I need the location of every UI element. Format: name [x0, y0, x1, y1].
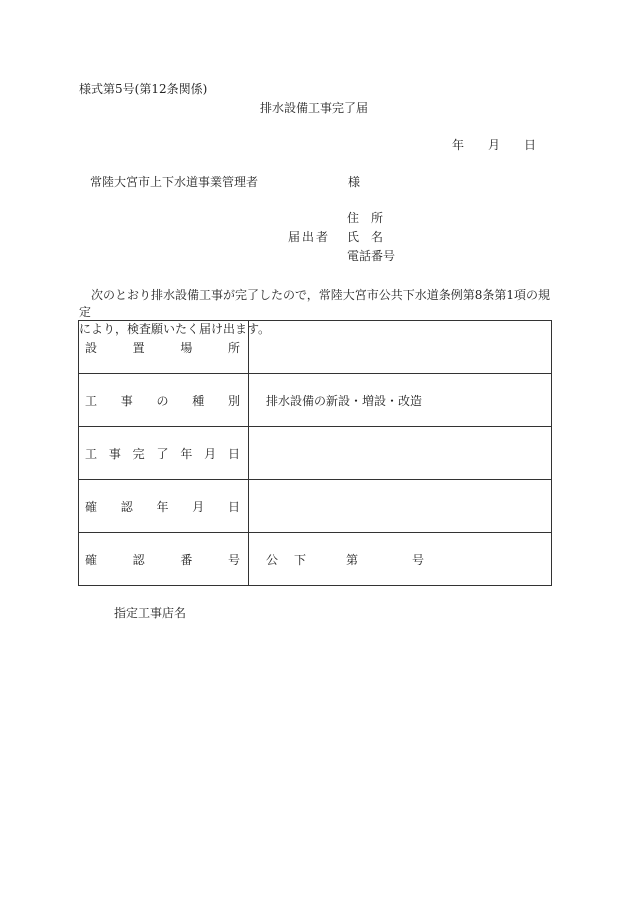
label-char: 別 [227, 393, 240, 408]
recipient-honorific: 様 [348, 175, 361, 189]
label-char: 月 [204, 446, 217, 461]
label-char: 確 [85, 499, 98, 514]
completion-date-field[interactable] [249, 427, 552, 480]
name-label: 氏 名 [347, 230, 384, 244]
work-type-field[interactable]: 排水設備の新設・増設・改造 [249, 374, 552, 427]
row-completion-date [79, 427, 552, 480]
installation-location-label [79, 321, 249, 374]
label-char: 事 [108, 446, 121, 461]
label-char: 番 [180, 552, 193, 567]
label-char: 工 [85, 393, 98, 408]
installation-location-field[interactable] [249, 321, 552, 374]
confirmation-number-field[interactable] [249, 533, 552, 586]
label-char: 認 [132, 552, 145, 567]
label-char: 完 [132, 446, 145, 461]
row-confirmation-date [79, 480, 552, 533]
label-char: 日 [227, 446, 240, 461]
phone-label: 電話番号 [347, 249, 396, 263]
completion-date-label [79, 427, 249, 480]
recipient-name: 常陸大宮市上下水道事業管理者 [90, 175, 259, 189]
label-char: 工 [85, 446, 98, 461]
number-prefix-ko: 公 [266, 552, 279, 567]
date-month-label: 月 [488, 138, 501, 152]
label-char: の [156, 393, 169, 408]
date-year-label: 年 [452, 138, 465, 152]
row-work-type [79, 374, 552, 427]
label-char: 年 [180, 446, 193, 461]
document-title: 排水設備工事完了届 [260, 101, 369, 115]
form-number: 様式第5号(第12条関係) [79, 82, 208, 96]
label-char: 置 [132, 340, 145, 355]
label-char: 場 [180, 340, 193, 355]
number-prefix-ge: 下 [294, 552, 307, 567]
label-char: 設 [85, 340, 98, 355]
label-char: 年 [156, 499, 169, 514]
applicant-label: 届出者 [288, 230, 331, 244]
label-char: 日 [227, 499, 240, 514]
statement-line-2: により，検査願いたく届け出ます。 [79, 322, 271, 336]
designated-contractor-label: 指定工事店名 [114, 606, 187, 620]
label-char: 認 [120, 499, 133, 514]
label-char: 所 [227, 340, 240, 355]
label-char: 種 [192, 393, 205, 408]
date-day-label: 日 [524, 138, 537, 152]
row-confirmation-number [79, 533, 552, 586]
address-label: 住 所 [347, 211, 384, 225]
confirmation-number-label [79, 533, 249, 586]
statement-line-1: 次のとおり排水設備工事が完了したので，常陸大宮市公共下水道条例第8条第1項の規定 [79, 288, 551, 319]
label-char: 事 [120, 393, 133, 408]
label-char: 了 [156, 446, 169, 461]
label-char: 月 [192, 499, 205, 514]
row-installation-location [79, 321, 552, 374]
confirmation-date-field[interactable] [249, 480, 552, 533]
completion-form-table [78, 320, 552, 586]
number-gou: 号 [412, 552, 425, 567]
work-type-label [79, 374, 249, 427]
number-dai: 第 [346, 552, 359, 567]
label-char: 号 [227, 552, 240, 567]
confirmation-date-label [79, 480, 249, 533]
label-char: 確 [85, 552, 98, 567]
